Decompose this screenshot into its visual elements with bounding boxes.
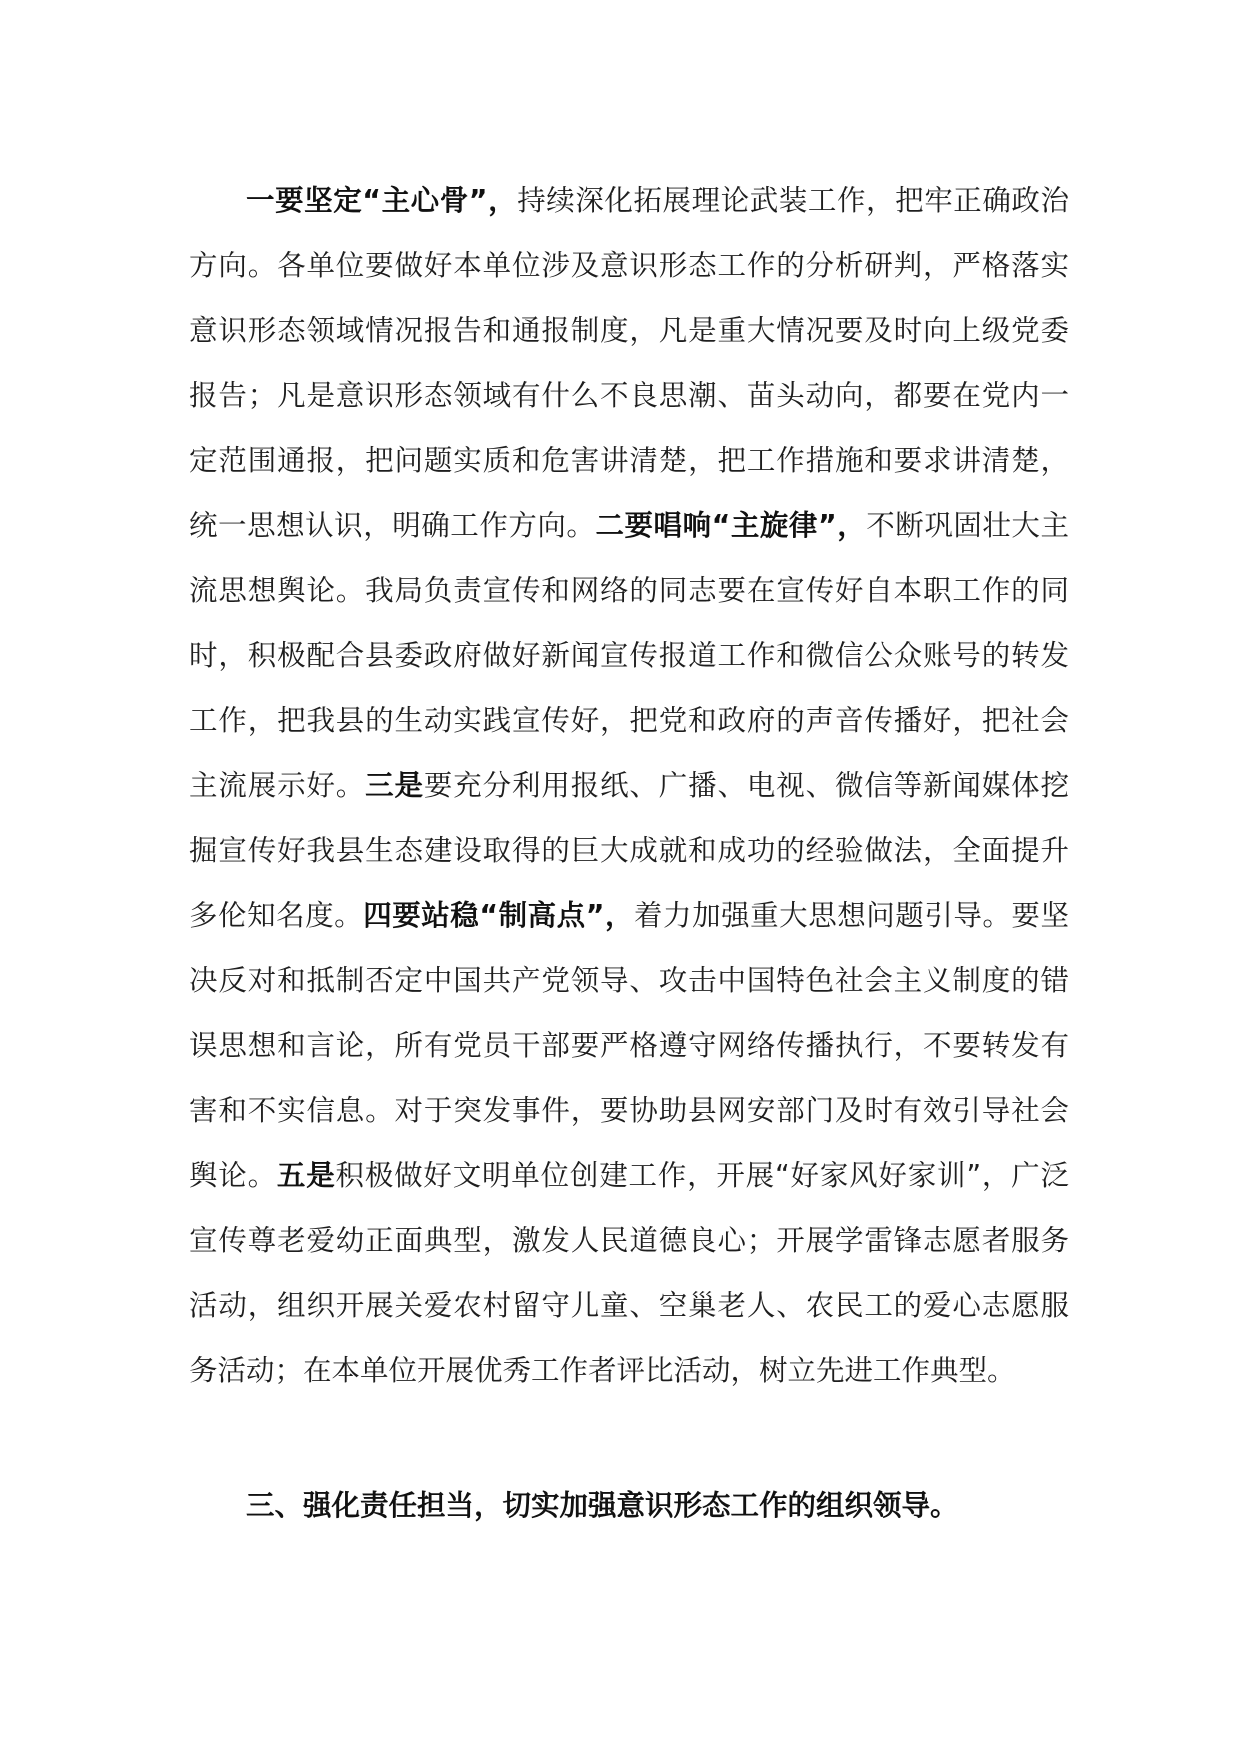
point-4-lead: 四要站稳“制高点”，	[363, 899, 634, 932]
point-5-lead: 五是	[276, 1159, 336, 1192]
body-paragraph	[189, 168, 1069, 1403]
section-heading: 三、强化责任担当，切实加强意识形态工作的组织领导。	[246, 1489, 959, 1522]
point-4-body: 着力加强重大思想问题引导。要坚决反对和抵制否定中国共产党领导、攻击中国特色社会主义制度的错误思想和言论，所有党员干部要严格遵守网络传播执行，不要转发有害和不实信息。对于突发事件，要协助县网安部门及时有效引导社会舆论。	[189, 899, 1069, 1192]
point-2-lead: 二要唱响“主旋律”，	[595, 509, 867, 542]
point-5-body: 积极做好文明单位创建工作，开展“好家风好家训”，广泛宣传尊老爱幼正面典型，激发人民道德良心；开展学雷锋志愿者服务活动，组织开展关爱农村留守儿童、空巢老人、农民工的爱心志愿服务活动；在本单位开展优秀工作者评比活动，树立先进工作典型。	[189, 1159, 1069, 1387]
point-3-lead: 三是	[365, 769, 424, 802]
point-1-body: 持续深化拓展理论武装工作，把牢正确政治方向。各单位要做好本单位涉及意识形态工作的分析研判，严格落实意识形态领域情况报告和通报制度，凡是重大情况要及时向上级党委报告；凡是意识形态领域有什么不良思潮、苗头动向，都要在党内一定范围通报，把问题实质和危害讲清楚，把工作措施和要求讲清楚，统一思想认识，明确工作方向。	[189, 184, 1069, 542]
point-1-lead: 一要坚定“主心骨”，	[246, 184, 518, 217]
point-2-body: 不断巩固壮大主流思想舆论。我局负责宣传和网络的同志要在宣传好自本职工作的同时，积极配合县委政府做好新闻宣传报道工作和微信公众账号的转发工作，把我县的生动实践宣传好，把党和政府的声音传播好，把社会主流展示好。	[189, 509, 1069, 802]
point-3-body: 要充分利用报纸、广播、电视、微信等新闻媒体挖掘宣传好我县生态建设取得的巨大成就和成功的经验做法，全面提升多伦知名度。	[189, 769, 1069, 932]
